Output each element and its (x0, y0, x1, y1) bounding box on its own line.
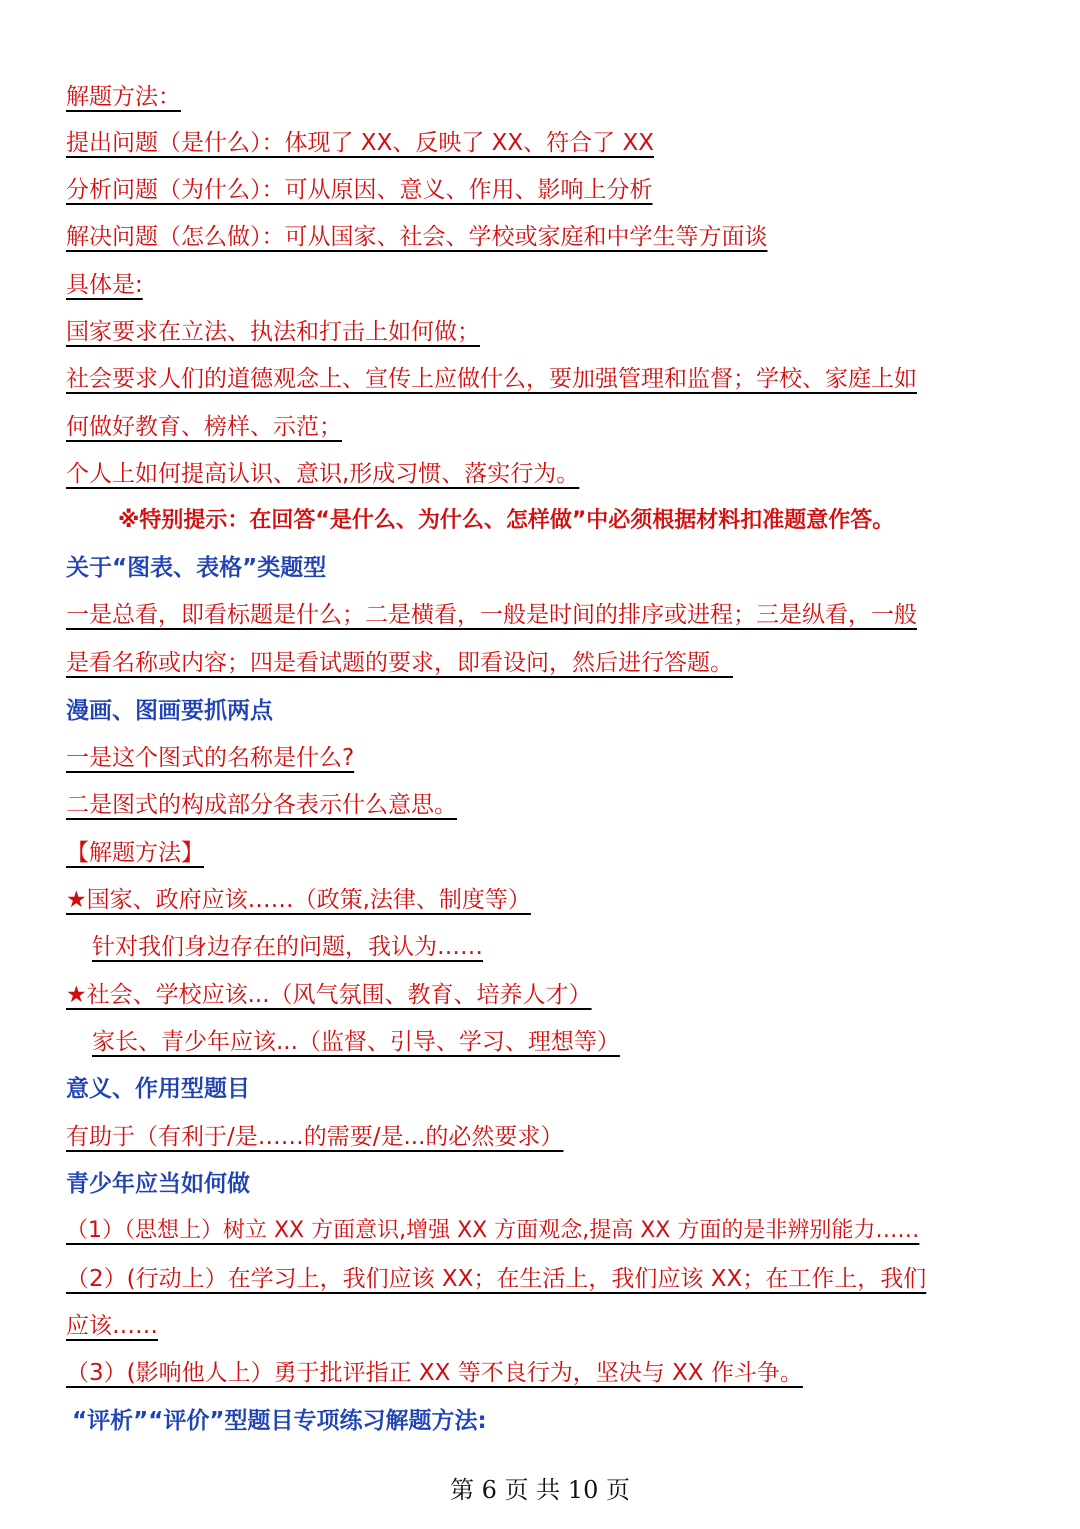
text-line: 解决问题（怎么做）：可从国家、社会、学校或家庭和中学生等方面谈 (66, 224, 768, 250)
special-note: ※特别提示：在回答“是什么、为什么、怎样做”中必须根据材料扣准题意作答。 (118, 508, 895, 533)
section-heading: 青少年应当如何做 (66, 1171, 250, 1197)
text-line: 个人上如何提高认识、意识,形成习惯、落实行为。 (66, 461, 580, 487)
text-line: 家长、青少年应该...（监督、引导、学习、理想等） (92, 1029, 620, 1055)
text-line: 是看名称或内容；四是看试题的要求，即看设问，然后进行答题。 (66, 650, 733, 676)
text-line: 解题方法： (66, 84, 181, 110)
text-line: 有助于（有利于/是……的需要/是...的必然要求） (66, 1124, 564, 1150)
text-line: 一是总看，即看标题是什么；二是横看，一般是时间的排序或进程；三是纵看，一般 (66, 602, 917, 628)
text-line: 具体是: (66, 272, 143, 298)
text-line: 社会要求人们的道德观念上、宣传上应做什么，要加强管理和监督；学校、家庭上如 (66, 366, 917, 392)
section-heading: “评析”“评价”型题目专项练习解题方法: (72, 1408, 487, 1434)
text-line: 【解题方法】 (66, 840, 204, 866)
text-line: （3）(影响他人上）勇于批评指正 XX 等不良行为，坚决与 XX 作斗争。 (66, 1360, 803, 1386)
text-line: 提出问题（是什么）：体现了 XX、反映了 XX、符合了 XX (66, 130, 654, 156)
section-heading: 关于“图表、表格”类题型 (66, 555, 327, 581)
text-line: 应该…… (66, 1313, 158, 1339)
text-line: 一是这个图式的名称是什么? (66, 745, 355, 771)
section-heading: 漫画、图画要抓两点 (66, 698, 273, 724)
text-line: 国家要求在立法、执法和打击上如何做； (66, 319, 480, 345)
text-line: ★社会、学校应该...（风气氛围、教育、培养人才） (66, 982, 592, 1008)
text-line: （1）（思想上）树立 XX 方面意识,增强 XX 方面观念,提高 XX 方面的是非辨别能力…… (66, 1218, 920, 1243)
text-line: 何做好教育、榜样、示范； (66, 414, 342, 440)
text-line: 针对我们身边存在的问题，我认为…… (92, 934, 483, 960)
section-heading: 意义、作用型题目 (66, 1076, 250, 1102)
page-footer: 第 6 页 共 10 页 (450, 1476, 630, 1504)
text-line: 分析问题（为什么）：可从原因、意义、作用、影响上分析 (66, 177, 653, 203)
text-line: （2）(行动上）在学习上，我们应该 XX；在生活上，我们应该 XX；在工作上，我们 (66, 1266, 927, 1292)
text-line: 二是图式的构成部分各表示什么意思。 (66, 792, 457, 818)
text-line: ★国家、政府应该……（政策,法律、制度等） (66, 887, 531, 913)
